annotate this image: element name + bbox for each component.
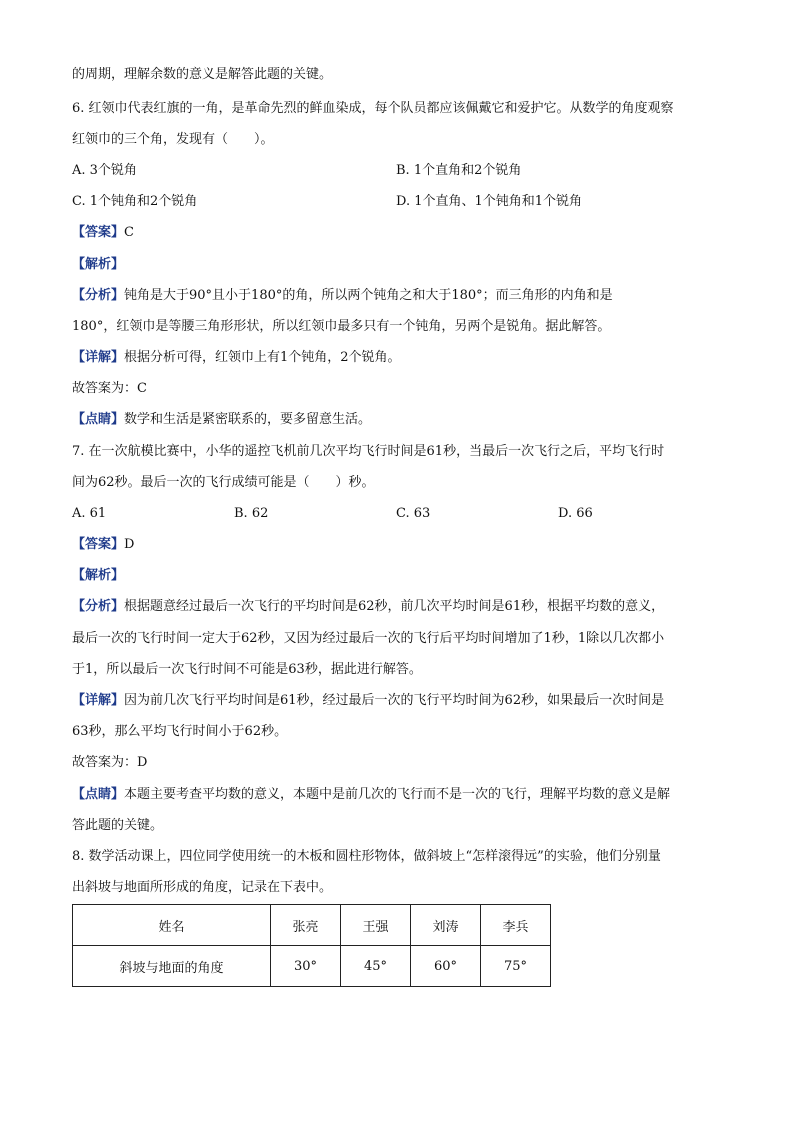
- table-header-cell: 王强: [341, 905, 411, 946]
- xiangjie-tag: 【详解】: [72, 693, 125, 708]
- angle-table: [72, 904, 551, 987]
- q6-option-c: C. 1个钝角和2个锐角: [72, 194, 198, 209]
- fenxi-text: 根据题意经过最后一次飞行的平均时间是62秒，前几次平均时间是61秒，根据平均数的意义，: [124, 599, 665, 614]
- q6-fenxi: [72, 287, 613, 305]
- jiexi-tag: 【解析】: [72, 568, 125, 583]
- q7-xiangjie-cont: 63秒，那么平均飞行时间小于62秒。: [72, 724, 288, 739]
- xiangjie-text: 根据分析可得，红领巾上有1个钝角，2个锐角。: [124, 350, 401, 365]
- q7-option-d: D. 66: [558, 506, 593, 521]
- dianjing-text: 本题主要考查平均数的意义，本题中是前几次的飞行而不是一次的飞行，理解平均数的意义是解: [124, 787, 671, 802]
- q7-fenxi-cont: 最后一次的飞行时间一定大于62秒，又因为经过最后一次的飞行后平均时间增加了1秒，1除以几次都小: [72, 631, 665, 646]
- answer-tag: 【答案】: [72, 537, 125, 552]
- xiangjie-tag: 【详解】: [72, 350, 125, 365]
- q7-answer: [72, 536, 134, 554]
- question-7-stem-cont: 间为62秒。最后一次的飞行成绩可能是（ ）秒。: [72, 475, 375, 490]
- fenxi-text: 钝角是大于90°且小于180°的角，所以两个钝角之和大于180°；而三角形的内角和是: [124, 288, 613, 303]
- question-7-stem: 7. 在一次航模比赛中，小华的遥控飞机前几次平均飞行时间是61秒，当最后一次飞行之后，平均飞行时: [72, 444, 665, 459]
- q7-jiexi: [72, 567, 124, 585]
- table-header-cell: 张亮: [271, 905, 341, 946]
- q6-final-answer: 故答案为：C: [72, 381, 147, 396]
- q6-xiangjie: [72, 349, 401, 367]
- q6-dianjing: [72, 411, 371, 429]
- q6-option-b: B. 1个直角和2个锐角: [396, 163, 522, 178]
- jiexi-tag: 【解析】: [72, 257, 125, 272]
- q7-xiangjie: [72, 692, 664, 710]
- q7-dianjing-cont: 答此题的关键。: [72, 818, 164, 833]
- table-cell: 30°: [271, 946, 341, 987]
- table-header-row: [73, 905, 551, 946]
- answer-value: C: [124, 225, 134, 240]
- xiangjie-text: 因为前几次飞行平均时间是61秒，经过最后一次的飞行平均时间为62秒，如果最后一次时间是: [124, 693, 665, 708]
- fenxi-tag: 【分析】: [72, 599, 125, 614]
- q7-fenxi-cont2: 于1，所以最后一次飞行时间不可能是63秒，据此进行解答。: [72, 662, 422, 677]
- table-cell: 45°: [341, 946, 411, 987]
- dianjing-text: 数学和生活是紧密联系的，要多留意生活。: [124, 412, 372, 427]
- table-cell: 60°: [411, 946, 481, 987]
- dianjing-tag: 【点睛】: [72, 787, 125, 802]
- q7-fenxi: [72, 598, 664, 616]
- table-row: [73, 946, 551, 987]
- table-cell: 75°: [481, 946, 551, 987]
- table-header-cell: 刘涛: [411, 905, 481, 946]
- table-header-cell: 李兵: [481, 905, 551, 946]
- q6-option-a: A. 3个锐角: [72, 163, 137, 178]
- q7-dianjing: [72, 786, 670, 804]
- q6-fenxi-cont: 180°，红领巾是等腰三角形形状，所以红领巾最多只有一个钝角，另两个是锐角。据此解答。: [72, 319, 611, 334]
- table-header-cell: 姓名: [73, 905, 271, 946]
- question-8-stem: 8. 数学活动课上，四位同学使用统一的木板和圆柱形物体，做斜坡上“怎样滚得远”的实验，他们分别量: [72, 849, 661, 864]
- answer-value: D: [124, 537, 135, 552]
- q6-jiexi: [72, 256, 124, 274]
- answer-tag: 【答案】: [72, 225, 125, 240]
- question-6-stem: 6. 红领巾代表红旗的一角，是革命先烈的鲜血染成，每个队员都应该佩戴它和爱护它。从数学的角度观察: [72, 101, 674, 116]
- fenxi-tag: 【分析】: [72, 288, 125, 303]
- q7-option-a: A. 61: [72, 506, 107, 521]
- q7-option-c: C. 63: [396, 506, 431, 521]
- q7-option-b: B. 62: [234, 506, 269, 521]
- table-cell: 斜坡与地面的角度: [73, 946, 271, 987]
- dianjing-tag: 【点睛】: [72, 412, 125, 427]
- q7-final-answer: 故答案为：D: [72, 755, 148, 770]
- question-8-stem-cont: 出斜坡与地面所形成的角度，记录在下表中。: [72, 880, 333, 895]
- q6-answer: [72, 224, 134, 242]
- text-line: 的周期，理解余数的意义是解答此题的关键。: [72, 67, 333, 82]
- question-6-stem-cont: 红领巾的三个角，发现有（ ）。: [72, 132, 274, 147]
- q6-option-d: D. 1个直角、1个钝角和1个锐角: [396, 194, 583, 209]
